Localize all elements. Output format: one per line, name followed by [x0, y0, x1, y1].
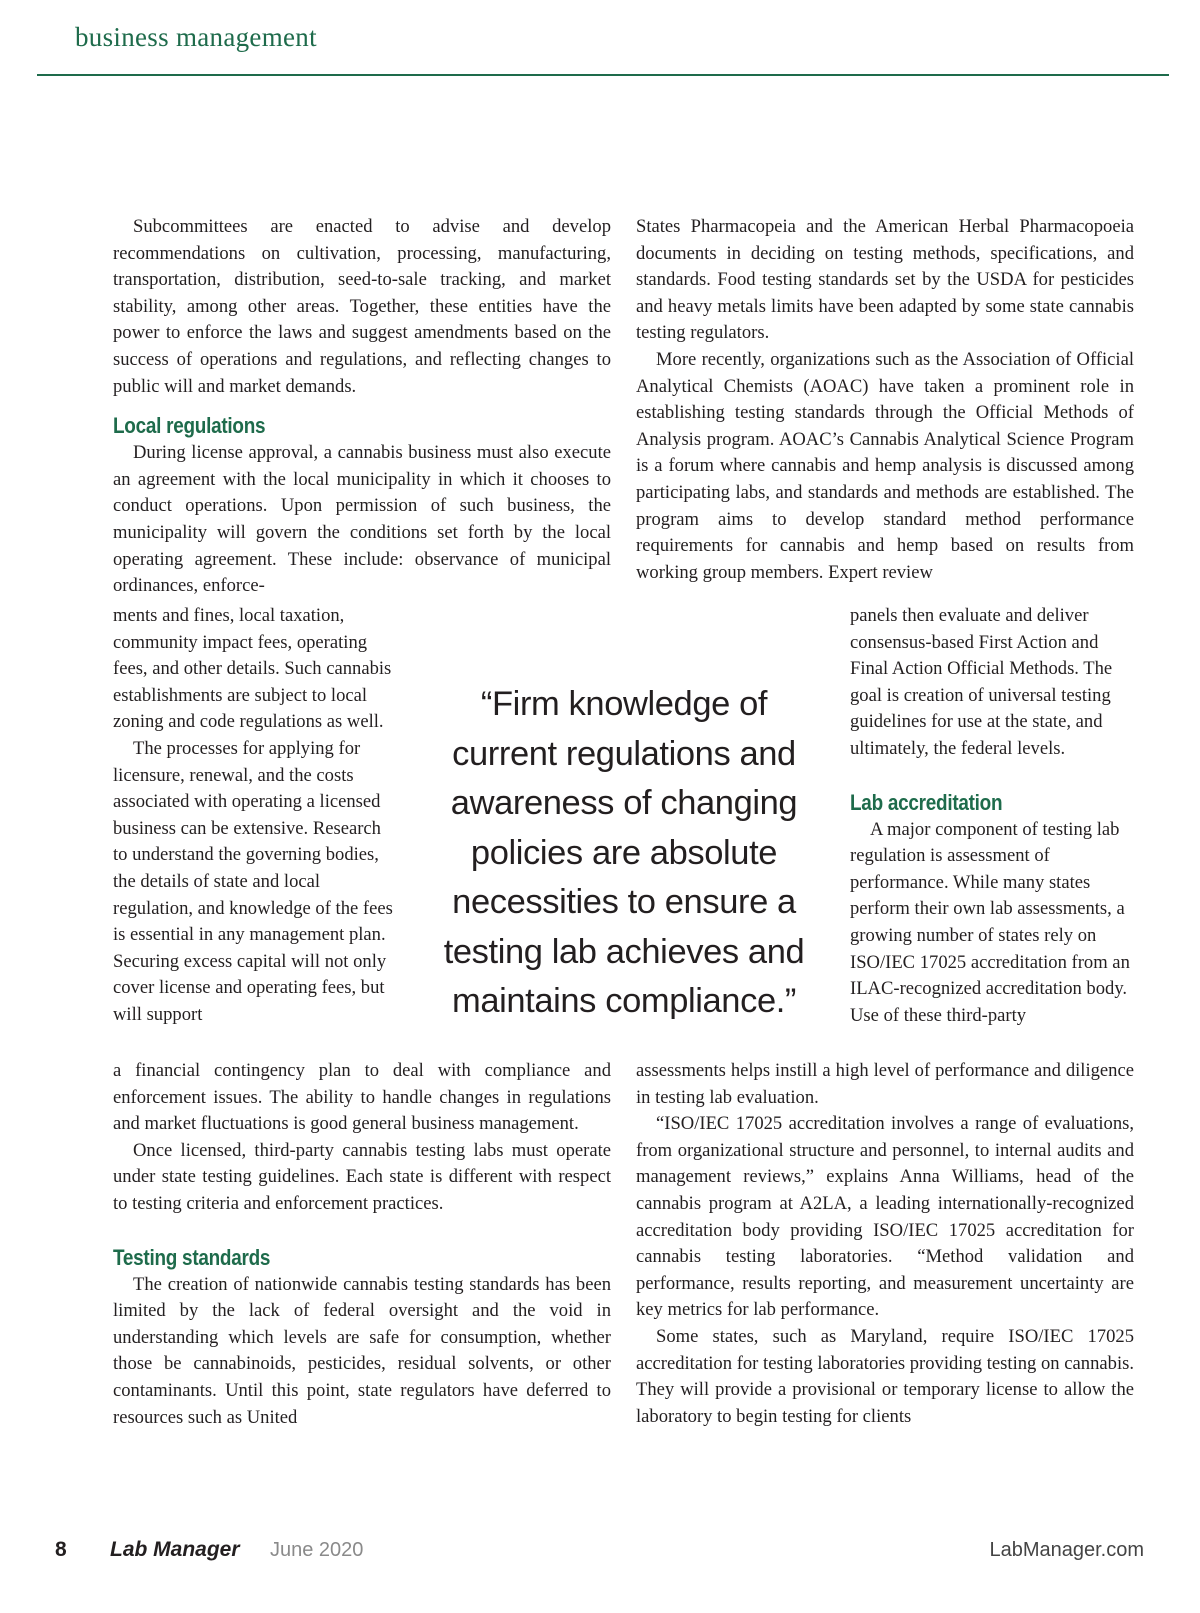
right-column-top	[636, 214, 1134, 586]
right-p1: States Pharmacopeia and the American Herbal Pharmacopoeia documents in deciding on testing methods, specifications, and standards. Food testing standards set by the USDA for pesticides and heavy metals limits have been adapted by some state cannabis testing regulators.	[636, 216, 1134, 344]
local-regulations-p3: Once licensed, third-party cannabis testing labs must operate under state testing guidelines. Each state is different with respect to testing criteria and enforcement practices.	[113, 1139, 611, 1214]
right-column-bottom	[636, 1058, 1134, 1430]
right-p2: More recently, organizations such as the Association of Official Analytical Chemists (AOAC) have taken a prominent role in establishing testing standards through the Official Methods of Analysis program. AOAC’s Cannabis Analytical Science Program is a forum where cannabis and hemp analysis is discussed among participating labs, and standards and methods are established. The program aims to develop standard method performance requirements for cannabis and hemp based on results from working group members. Expert review	[636, 348, 1134, 583]
lab-accreditation-p1-continued: assessments helps instill a high level of performance and diligence in testing lab evaluation.	[636, 1060, 1134, 1108]
page-number: 8	[55, 1538, 67, 1561]
right-column-narrow	[850, 603, 1134, 1029]
left-column-top	[113, 214, 611, 600]
local-regulations-p1-continued: ments and fines, local taxation, community impact fees, operating fees, and other details. Such cannabis establishments are subject to local zoning and code regulations as well.	[113, 605, 392, 733]
right-p2-continued: panels then evaluate and deliver consensus-based First Action and Final Action Official Methods. The goal is creation of universal testing guidelines for use at the state, and ultimately, the federal levels.	[850, 605, 1113, 759]
local-regulations-p2-continued: a financial contingency plan to deal with compliance and enforcement issues. The ability to handle changes in regulations and market fluctuations is good general business management.	[113, 1060, 611, 1135]
left-column-bottom	[113, 1058, 611, 1431]
pull-quote: “Firm knowledge of current regulations and awareness of changing policies are absolute necessities to ensure a testing lab achieves and maintains compliance.”	[443, 685, 805, 1020]
heading-local-regulations: Local regulations	[113, 413, 266, 439]
page-footer	[0, 1538, 1200, 1568]
testing-standards-p1: The creation of nationwide cannabis testing standards has been limited by the lack of federal oversight and the void in understanding which levels are safe for consumption, whether those be cannabinoids, pesticides, residual solvents, or other contaminants. Until this point, state regulators have deferred to resources such as United	[113, 1273, 611, 1428]
header-rule	[37, 74, 1169, 76]
magazine-name: Lab Manager	[110, 1538, 240, 1561]
issue-date: June 2020	[270, 1539, 364, 1561]
section-label: business management	[75, 22, 317, 52]
lab-accreditation-p3: Some states, such as Maryland, require ISO/IEC 17025 accreditation for testing laboratories providing testing on cannabis. They will provide a provisional or temporary license to allow the laboratory to begin testing for clients	[636, 1325, 1134, 1427]
local-regulations-p1: During license approval, a cannabis business must also execute an agreement with the local municipality in which it chooses to conduct operations. Upon permission of such business, the municipality will govern the conditions set forth by the local operating agreement. These include: observance of municipal ordinances, enforce-	[113, 442, 611, 597]
website: LabManager.com	[989, 1539, 1144, 1561]
local-regulations-p2: The processes for applying for licensure, renewal, and the costs associated with operating a licensed business can be extensive. Research to understand the governing bodies, the details of state and local regulation, and knowledge of the fees is essential in any management plan. Securing excess capital will not only cover license and operating fees, but will support	[113, 737, 393, 1025]
heading-testing-standards: Testing standards	[113, 1244, 271, 1270]
lab-accreditation-p1: A major component of testing lab regulation is assessment of performance. While many states perform their own lab assessments, a growing number of states rely on ISO/IEC 17025 accreditation from an ILAC-recognized accreditation body. Use of these third-party	[850, 818, 1130, 1026]
intro-paragraph: Subcommittees are enacted to advise and develop recommendations on cultivation, processing, manufacturing, transportation, distribution, seed-to-sale tracking, and market stability, among other areas. Together, these entities have the power to enforce the laws and suggest amendments based on the success of operations and regulations, and reflecting changes to public will and market demands.	[113, 216, 611, 397]
heading-lab-accreditation: Lab accreditation	[850, 789, 1003, 815]
lab-accreditation-p2: “ISO/IEC 17025 accreditation involves a range of evaluations, from organizational structure and personnel, to internal audits and management reviews,” explains Anna Williams, head of the cannabis program at A2LA, a leading internationally-recognized accreditation body providing ISO/IEC 17025 accreditation for cannabis testing laboratories. “Method validation and performance, results reporting, and measurement uncertainty are key metrics for lab performance.	[636, 1113, 1134, 1321]
left-column-narrow	[113, 603, 397, 1029]
